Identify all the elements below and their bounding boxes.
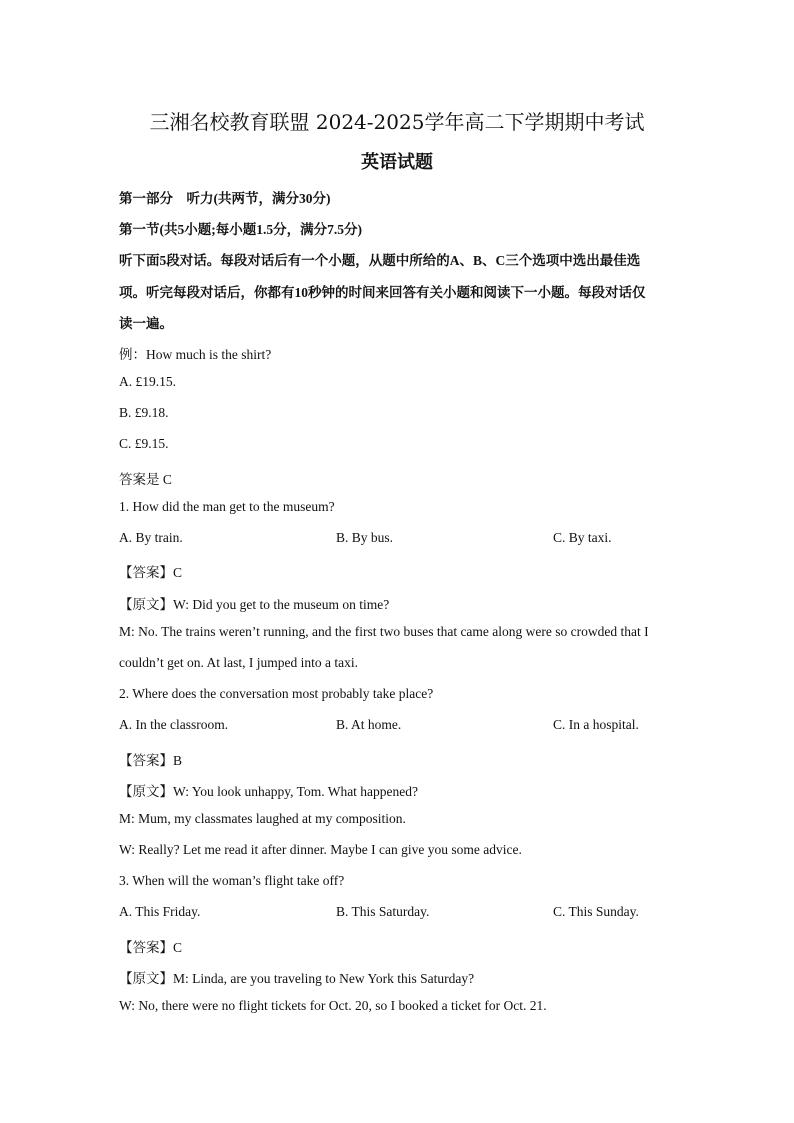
- transcript-line: couldn’t get on. At last, I jumped into a taxi.: [119, 655, 358, 670]
- option-b: B. This Saturday.: [336, 904, 430, 919]
- part-heading: 第一部分 听力(共两节，满分30分): [119, 191, 331, 206]
- example-option: C. £9.15.: [119, 436, 169, 451]
- transcript-line: W: Really? Let me read it after dinner. Maybe I can give you some advice.: [119, 842, 522, 857]
- example-option: B. £9.18.: [119, 405, 169, 420]
- instruction-line: 听下面5段对话。每段对话后有一个小题，从题中所给的A、B、C三个选项中选出最佳选: [119, 253, 641, 268]
- answer: 【答案】C: [119, 565, 183, 580]
- example-question: 例：How much is the shirt?: [119, 347, 272, 362]
- option-a: A. In the classroom.: [119, 717, 229, 732]
- instruction-line: 项。听完每段对话后，你都有10秒钟的时间来回答有关小题和阅读下一小题。每段对话仅: [119, 285, 646, 300]
- answer: 【答案】C: [119, 940, 183, 955]
- option-a: A. By train.: [119, 530, 183, 545]
- option-c: C. This Sunday.: [553, 904, 639, 919]
- document-subtitle: 英语试题: [361, 152, 433, 173]
- transcript-line: 【原文】W: You look unhappy, Tom. What happened?: [119, 784, 419, 799]
- option-c: C. In a hospital.: [553, 717, 639, 732]
- answer: 【答案】B: [119, 753, 183, 768]
- instruction-line: 读一遍。: [119, 316, 173, 331]
- section-heading: 第一节(共5小题;每小题1.5分，满分7.5分): [119, 222, 362, 237]
- question: 3. When will the woman’s flight take off?: [119, 873, 345, 888]
- option-c: C. By taxi.: [553, 530, 612, 545]
- transcript-line: 【原文】M: Linda, are you traveling to New York this Saturday?: [119, 971, 475, 986]
- example-option: A. £19.15.: [119, 374, 176, 389]
- transcript-line: 【原文】W: Did you get to the museum on time?: [119, 597, 390, 612]
- transcript-line: W: No, there were no flight tickets for Oct. 20, so I booked a ticket for Oct. 21.: [119, 998, 547, 1013]
- transcript-line: M: Mum, my classmates laughed at my composition.: [119, 811, 406, 826]
- option-b: B. At home.: [336, 717, 402, 732]
- example-answer: 答案是 C: [119, 472, 172, 487]
- document-title: 三湘名校教育联盟 2024-2025学年高二下学期期中考试: [149, 110, 645, 134]
- option-b: B. By bus.: [336, 530, 394, 545]
- option-a: A. This Friday.: [119, 904, 201, 919]
- transcript-line: M: No. The trains weren’t running, and the first two buses that came along were so crowded that I: [119, 624, 649, 639]
- question: 2. Where does the conversation most probably take place?: [119, 686, 434, 701]
- question: 1. How did the man get to the museum?: [119, 499, 335, 514]
